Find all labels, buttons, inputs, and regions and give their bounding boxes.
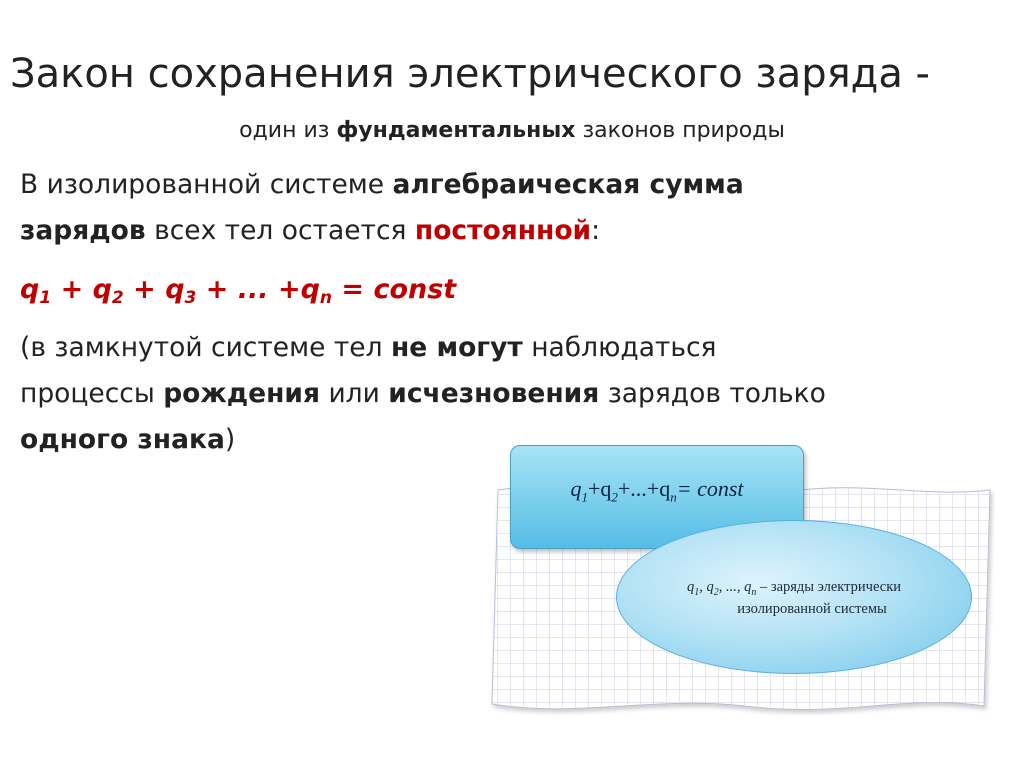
ell-q2: , q [699,579,714,595]
p2-l1-pre: (в замкнутой системе тел [20,332,391,363]
subtitle-bold: фундаментальных [336,118,576,143]
formula-plus-q2: + q [51,274,112,305]
p2-l2-bold1: рождения [163,378,321,409]
p2-l2-bold2: исчезновения [388,378,600,409]
paragraph-2-line-1 [20,326,717,370]
slide-subtitle [0,116,1024,146]
subtitle-pre: один из [239,118,337,143]
p1-l2-red: постоянной [414,215,592,246]
formula-sub-3: 3 [184,288,197,308]
ell-sub-n: n [751,586,757,598]
formula-plus-q3: + q [123,274,185,305]
box-end: = const [676,476,744,501]
ellipse-line-1 [617,579,971,598]
p1-l2-end: : [591,215,601,246]
subtitle-post: законов природы [575,118,785,143]
paragraph-1-line-2 [20,209,600,253]
box-plus-q2: +q [587,476,612,501]
ell-q1: q [686,579,695,595]
formula-sub-2: 2 [111,288,124,308]
ell-qn: , ..., q [718,579,752,595]
p2-l1-bold: не могут [390,332,523,363]
p2-l2-mid: или [320,378,389,409]
box-plus-qn: +...+q [617,476,671,501]
definition-ellipse [616,520,972,674]
p1-l1-bold: алгебраическая сумма [392,169,744,200]
paragraph-1-line-1 [20,163,744,207]
p2-l2-post: зарядов только [599,378,826,409]
p2-l1-post: наблюдаться [522,332,717,363]
slide-title: Закон сохранения электрического заряда - [10,51,930,97]
conservation-formula [20,268,456,320]
formula-sub-1: 1 [39,288,52,308]
paragraph-2-line-3 [20,418,235,462]
box-sub-2: 2 [611,489,618,505]
p2-l3-bold: одного знака [20,424,225,455]
p1-l2-mid: всех тел остается [145,215,415,246]
paragraph-2-line-2 [20,372,826,416]
ellipse-line-2: изолированной системы [737,601,887,617]
box-sub-n: n [670,489,677,505]
formula-box-text [511,476,803,505]
p2-l3-end: ) [224,424,236,455]
p2-l2-pre: процессы [20,378,164,409]
ell-line1-text: – заряды электрически [756,579,902,595]
formula-end: = const [332,274,457,305]
formula-q1: q [20,274,40,305]
ell-sub-2: 2 [713,586,719,598]
box-q1: q [570,476,582,501]
p1-l2-bold: зарядов [20,215,146,246]
box-sub-1: 1 [581,489,588,505]
ell-sub-1: 1 [694,586,700,598]
p1-l1-pre: В изолированной системе [20,169,393,200]
formula-sub-n: n [319,288,333,308]
formula-rest: + ... +q [196,274,320,305]
